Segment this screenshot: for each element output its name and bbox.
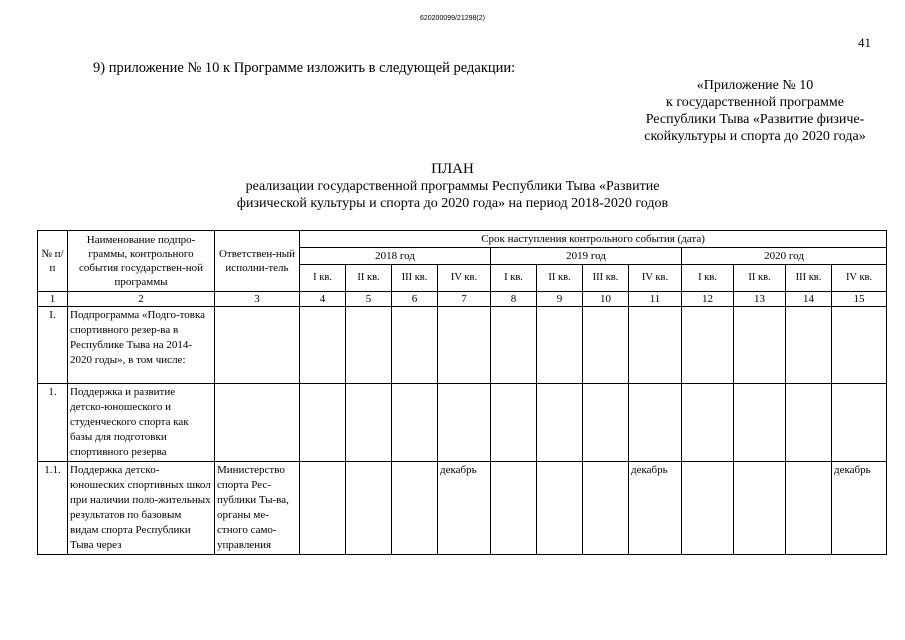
quarter-cell: [583, 462, 629, 555]
quarter-cell: [682, 384, 734, 462]
header-quarter: II кв.: [346, 265, 392, 292]
quarter-cell: [392, 307, 438, 384]
header-quarter: II кв.: [537, 265, 583, 292]
plan-subtitle-line: реализации государственной программы Республики Тыва «Развитие: [245, 179, 660, 194]
header-quarter: I кв.: [682, 265, 734, 292]
table-row: [38, 462, 887, 555]
quarter-cell: [734, 384, 786, 462]
column-number: 2: [68, 292, 215, 307]
quarter-cell: [786, 307, 832, 384]
header-year: 2020 год: [682, 248, 887, 265]
header-num: № п/п: [38, 231, 68, 292]
appendix-reference: [600, 77, 905, 145]
quarter-cell: [583, 307, 629, 384]
header-responsible: Ответствен-ный исполни-тель: [215, 231, 300, 292]
quarter-cell: [346, 462, 392, 555]
appendix-line: к государственной программе: [666, 95, 844, 110]
row-name: Поддержка и развитие детско-юношеского и студенческого спорта как базы для подготовки спортивного резерва: [68, 384, 215, 462]
plan-title: [0, 161, 905, 212]
quarter-cell: [346, 307, 392, 384]
page-number: 41: [858, 35, 871, 50]
quarter-cell: [629, 307, 682, 384]
row-name: Подпрограмма «Подго-товка спортивного резер-ва в Республике Тыва на 2014-2020 годы», в том числе:: [68, 307, 215, 384]
intro-paragraph: 9) приложение № 10 к Программе изложить в следующей редакции:: [93, 60, 516, 76]
quarter-cell: [832, 384, 887, 462]
header-quarter: II кв.: [734, 265, 786, 292]
table-row: [38, 307, 887, 384]
appendix-line: «Приложение № 10: [696, 78, 814, 93]
quarter-cell: [346, 384, 392, 462]
appendix-line: Республики Тыва «Развитие физиче-: [645, 112, 865, 127]
quarter-cell: декабрь: [832, 462, 887, 555]
quarter-cell: [682, 307, 734, 384]
header-year: 2019 год: [491, 248, 682, 265]
quarter-cell: [300, 307, 346, 384]
plan-subtitle-line: физической культуры и спорта до 2020 года» на период 2018-2020 годов: [236, 196, 669, 211]
column-number: 1: [38, 292, 68, 307]
quarter-cell: [537, 384, 583, 462]
column-number: 3: [215, 292, 300, 307]
plan-heading: ПЛАН: [431, 161, 474, 177]
quarter-cell: [438, 384, 491, 462]
header-name: Наименование подпро-граммы, контрольного события государствен-ной программы: [68, 231, 215, 292]
quarter-cell: [786, 462, 832, 555]
header-quarter: IV кв.: [438, 265, 491, 292]
column-number: 4: [300, 292, 346, 307]
header-quarter: IV кв.: [832, 265, 887, 292]
quarter-cell: [734, 462, 786, 555]
appendix-line: скойкультуры и спорта до 2020 года»: [644, 129, 866, 144]
quarter-cell: [629, 384, 682, 462]
quarter-cell: [583, 384, 629, 462]
column-number: 9: [537, 292, 583, 307]
column-number: 15: [832, 292, 887, 307]
row-num: 1.: [38, 384, 68, 462]
quarter-cell: [491, 307, 537, 384]
row-num: I.: [38, 307, 68, 384]
column-number: 6: [392, 292, 438, 307]
quarter-cell: [734, 307, 786, 384]
document-id: 620200099/21298(2): [419, 15, 485, 22]
column-number: 12: [682, 292, 734, 307]
row-responsible: Министерство спорта Рес-публики Ты-ва, органы ме-стного само-управления: [215, 462, 300, 555]
quarter-cell: [300, 384, 346, 462]
column-number: 8: [491, 292, 537, 307]
column-number: 5: [346, 292, 392, 307]
quarter-cell: декабрь: [629, 462, 682, 555]
quarter-cell: декабрь: [438, 462, 491, 555]
header-quarter: III кв.: [392, 265, 438, 292]
header-quarter: III кв.: [786, 265, 832, 292]
quarter-cell: [682, 462, 734, 555]
quarter-cell: [491, 462, 537, 555]
row-responsible: [215, 384, 300, 462]
quarter-cell: [537, 307, 583, 384]
header-year: 2018 год: [300, 248, 491, 265]
quarter-cell: [537, 462, 583, 555]
plan-table: [37, 230, 887, 555]
quarter-cell: [491, 384, 537, 462]
quarter-cell: [392, 462, 438, 555]
column-number: 11: [629, 292, 682, 307]
quarter-cell: [832, 307, 887, 384]
header-deadline: Срок наступления контрольного события (дата): [300, 231, 887, 248]
row-responsible: [215, 307, 300, 384]
column-number: 14: [786, 292, 832, 307]
header-quarter: III кв.: [583, 265, 629, 292]
column-number: 13: [734, 292, 786, 307]
column-number: 7: [438, 292, 491, 307]
header-quarter: I кв.: [491, 265, 537, 292]
quarter-cell: [438, 307, 491, 384]
quarter-cell: [300, 462, 346, 555]
header-quarter: IV кв.: [629, 265, 682, 292]
row-name: Поддержка детско-юношеских спортивных школ при наличии поло-жительных результатов по базовым видам спорта Республики Тыва через: [68, 462, 215, 555]
table-row: [38, 384, 887, 462]
quarter-cell: [392, 384, 438, 462]
column-number: 10: [583, 292, 629, 307]
header-quarter: I кв.: [300, 265, 346, 292]
quarter-cell: [786, 384, 832, 462]
row-num: 1.1.: [38, 462, 68, 555]
